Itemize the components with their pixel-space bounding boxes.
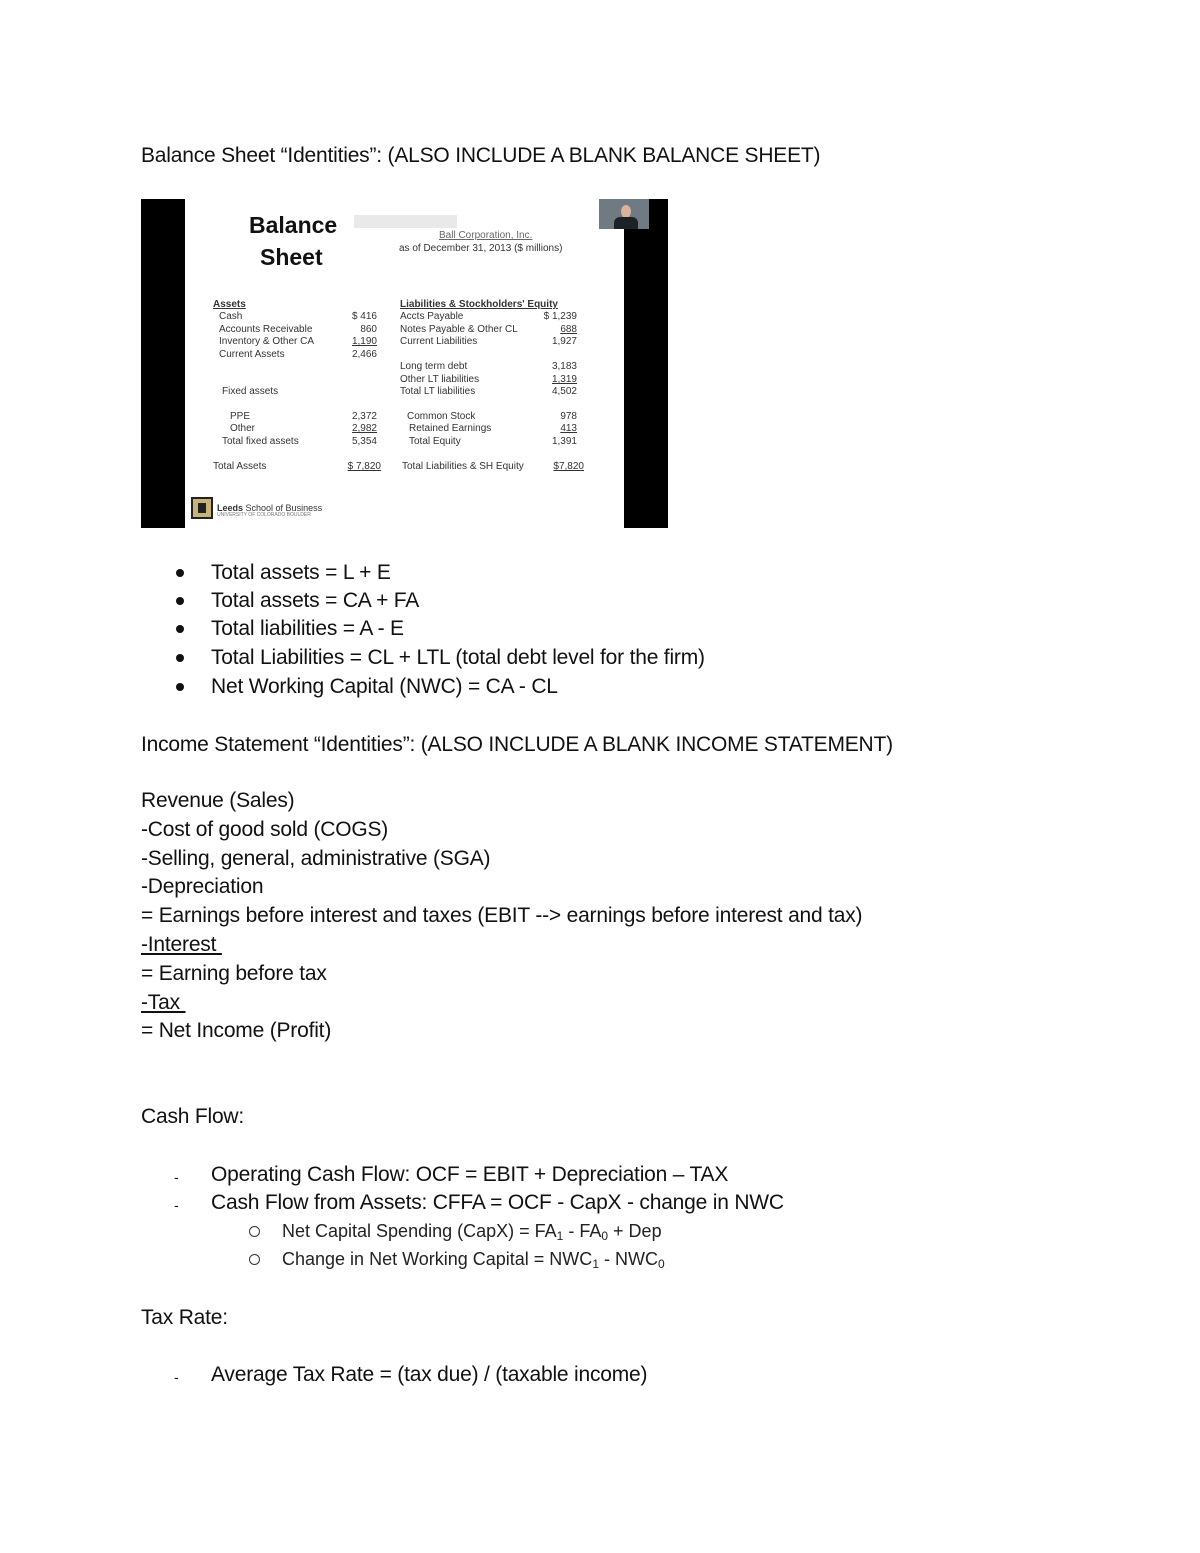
bullet-dot bbox=[176, 654, 184, 662]
income-line: -Cost of good sold (COGS) bbox=[141, 818, 389, 841]
liability-label: Common Stock bbox=[407, 411, 476, 422]
left-black-bar bbox=[141, 199, 185, 528]
bullet-dot bbox=[176, 569, 184, 577]
slide-title-line2: Sheet bbox=[260, 244, 323, 270]
liability-label: Total Liabilities & SH Equity bbox=[402, 461, 524, 472]
asset-value: 5,354 bbox=[351, 436, 377, 447]
balance-identity: Total Liabilities = CL + LTL (total debt level for the firm) bbox=[211, 646, 705, 669]
income-line: Revenue (Sales) bbox=[141, 789, 295, 812]
balance-identity: Total liabilities = A - E bbox=[211, 617, 404, 640]
asset-label: Total Assets bbox=[213, 461, 267, 472]
bullet-dot bbox=[176, 597, 184, 605]
right-black-bar bbox=[624, 199, 668, 528]
income-statement-heading: Income Statement “Identities”: (ALSO INCLUDE A BLANK INCOME STATEMENT) bbox=[141, 733, 893, 756]
asset-label: Inventory & Other CA bbox=[219, 336, 315, 347]
asset-label: Total fixed assets bbox=[222, 436, 299, 447]
liability-value: $ 1,239 bbox=[543, 311, 577, 322]
liability-label: Accts Payable bbox=[400, 311, 464, 322]
liability-label: Total Equity bbox=[409, 436, 461, 447]
asset-label: Current Assets bbox=[219, 349, 285, 360]
asset-value: $ 7,820 bbox=[347, 461, 381, 472]
balance-sheet-heading: Balance Sheet “Identities”: (ALSO INCLUDE A BLANK BALANCE SHEET) bbox=[141, 144, 821, 167]
asset-label: Accounts Receivable bbox=[219, 324, 313, 335]
dash-bullet: - bbox=[174, 1197, 179, 1213]
liability-value: 688 bbox=[560, 324, 577, 335]
leeds-logo-icon bbox=[191, 497, 213, 519]
redacted-banner bbox=[354, 215, 457, 228]
asset-value: $ 416 bbox=[351, 311, 377, 322]
liability-label: Total LT liabilities bbox=[400, 386, 476, 397]
asset-label: Fixed assets bbox=[222, 386, 279, 397]
liability-value: 413 bbox=[560, 423, 577, 434]
income-line: -Tax bbox=[141, 991, 186, 1014]
slide-assets-header: Assets bbox=[213, 299, 246, 310]
circle-bullet bbox=[249, 1254, 260, 1265]
income-line: -Selling, general, administrative (SGA) bbox=[141, 847, 491, 870]
nwc-change-formula: Change in Net Working Capital = $NWC_1 - NWC_0$ bbox=[282, 1249, 665, 1271]
balance-identity: Net Working Capital (NWC) = CA - CL bbox=[211, 675, 558, 698]
dash-bullet: - bbox=[174, 1169, 179, 1185]
liability-label: Long term debt bbox=[400, 361, 468, 372]
asset-label: Cash bbox=[219, 311, 243, 322]
income-line: = Earnings before interest and taxes (EBIT --> earnings before interest and tax) bbox=[141, 904, 863, 927]
logo-text: Leeds School of Business bbox=[217, 503, 323, 513]
asset-label: Other bbox=[230, 423, 256, 434]
dash-bullet: - bbox=[174, 1369, 179, 1385]
liability-label: Current Liabilities bbox=[400, 336, 478, 347]
liability-value: 1,319 bbox=[551, 374, 577, 385]
asset-value: 2,466 bbox=[351, 349, 377, 360]
liability-value: 3,183 bbox=[551, 361, 577, 372]
asset-value: 860 bbox=[360, 324, 377, 335]
asset-label: PPE bbox=[230, 411, 251, 422]
liability-value: 1,391 bbox=[551, 436, 577, 447]
liability-label: Other LT liabilities bbox=[400, 374, 480, 385]
asset-value: 2,372 bbox=[351, 411, 377, 422]
bullet-dot bbox=[176, 625, 184, 633]
income-line: -Interest bbox=[141, 933, 222, 956]
slide-company: Ball Corporation, Inc. bbox=[439, 230, 533, 241]
circle-bullet bbox=[249, 1226, 260, 1237]
balance-identity: Total assets = L + E bbox=[211, 561, 391, 584]
logo-subtext: UNIVERSITY OF COLORADO BOULDER bbox=[217, 512, 311, 518]
cash-flow-item: Operating Cash Flow: OCF = EBIT + Depreciation – TAX bbox=[211, 1163, 729, 1186]
asset-value: 1,190 bbox=[351, 336, 377, 347]
slide-as-of: as of December 31, 2013 ($ millions) bbox=[399, 243, 563, 254]
slide-liab-header: Liabilities & Stockholders' Equity bbox=[400, 299, 558, 310]
income-line: = Net Income (Profit) bbox=[141, 1019, 332, 1042]
asset-value: 2,982 bbox=[351, 423, 377, 434]
liability-label: Retained Earnings bbox=[409, 423, 492, 434]
balance-identity: Total assets = CA + FA bbox=[211, 589, 420, 612]
capx-formula: Net Capital Spending (CapX) = $FA_1 - FA_0$ + Dep bbox=[282, 1221, 662, 1243]
tax-rate-item: Average Tax Rate = (tax due) / (taxable income) bbox=[211, 1363, 648, 1386]
bullet-dot bbox=[176, 683, 184, 691]
liability-value: 978 bbox=[560, 411, 577, 422]
income-line: = Earning before tax bbox=[141, 962, 327, 985]
liability-value: 1,927 bbox=[551, 336, 577, 347]
cash-flow-heading: Cash Flow: bbox=[141, 1105, 245, 1128]
tax-rate-heading: Tax Rate: bbox=[141, 1306, 228, 1329]
webcam-thumbnail bbox=[599, 199, 649, 229]
liability-value: $7,820 bbox=[553, 461, 584, 472]
slide-title-line1: Balance bbox=[249, 212, 338, 238]
liability-value: 4,502 bbox=[551, 386, 577, 397]
balance-sheet-slide-image bbox=[141, 199, 668, 528]
liability-label: Notes Payable & Other CL bbox=[400, 324, 518, 335]
income-line: -Depreciation bbox=[141, 875, 264, 898]
presenter-body-icon bbox=[614, 217, 638, 229]
cash-flow-item: Cash Flow from Assets: CFFA = OCF - CapX - change in NWC bbox=[211, 1191, 784, 1214]
